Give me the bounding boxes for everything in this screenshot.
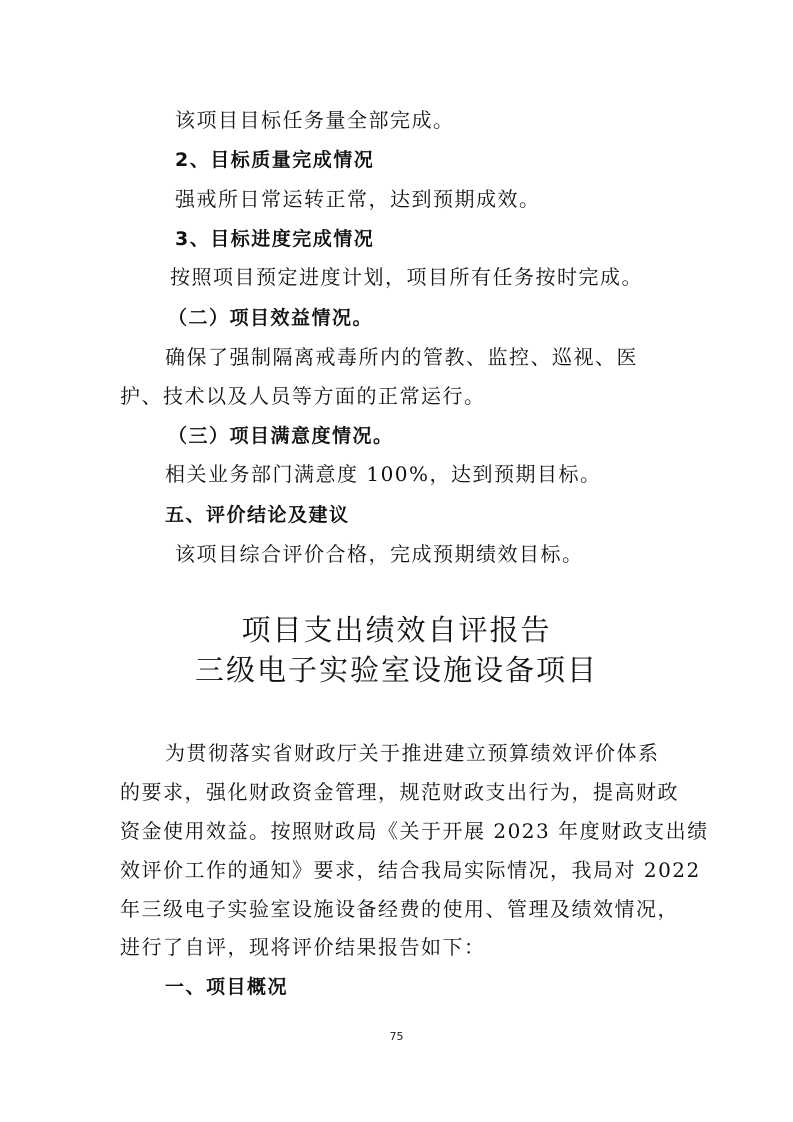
heading-quality: 2、目标质量完成情况 xyxy=(175,149,375,171)
intro-line-6: 进行了自评，现将评价结果报告如下： xyxy=(120,935,486,959)
paragraph-benefit-line-2: 护、技术以及人员等方面的正常运行。 xyxy=(120,384,486,408)
paragraph-task-complete: 该项目目标任务量全部完成。 xyxy=(175,108,455,132)
heading-benefit: （二）项目效益情况。 xyxy=(168,307,374,329)
paragraph-benefit-line-1: 确保了强制隔离戒毒所内的管教、监控、巡视、医 xyxy=(165,345,638,369)
report-subtitle: 三级电子实验室设施设备项目 xyxy=(194,653,598,687)
heading-conclusion: 五、评价结论及建议 xyxy=(165,504,350,526)
heading-overview: 一、项目概况 xyxy=(165,976,289,998)
paragraph-quality: 强戒所日常运转正常，达到预期成效。 xyxy=(175,187,541,211)
intro-line-2: 的要求，强化财政资金管理，规范财政支出行为，提高财政 xyxy=(120,780,679,804)
intro-line-5: 年三级电子实验室设施设备经费的使用、管理及绩效情况， xyxy=(120,897,679,921)
report-title: 项目支出绩效自评报告 xyxy=(241,613,552,647)
paragraph-progress: 按照项目预定进度计划，项目所有任务按时完成。 xyxy=(170,265,643,289)
intro-line-3: 资金使用效益。按照财政局《关于开展 2023 年度财政支出绩 xyxy=(120,819,709,843)
intro-line-1: 为贯彻落实省财政厅关于推进建立预算绩效评价体系 xyxy=(165,741,660,765)
heading-progress: 3、目标进度完成情况 xyxy=(175,228,375,250)
intro-line-4: 效评价工作的通知》要求，结合我局实际情况，我局对 2022 xyxy=(120,858,701,882)
page-number: 75 xyxy=(389,1030,404,1043)
paragraph-conclusion: 该项目综合评价合格，完成预期绩效目标。 xyxy=(175,542,584,566)
paragraph-satisfaction: 相关业务部门满意度 100%，达到预期目标。 xyxy=(165,462,602,486)
heading-satisfaction: （三）项目满意度情况。 xyxy=(168,425,394,447)
